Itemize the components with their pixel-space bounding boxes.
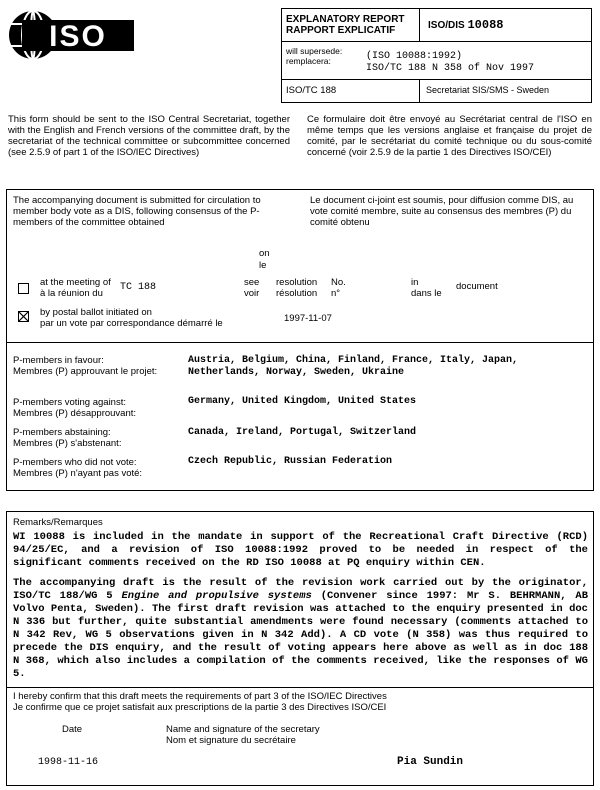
- favour-en: P-members in favour:: [13, 355, 104, 366]
- against-fr: Membres (P) désapprouvant:: [13, 408, 137, 419]
- resolution-fr: résolution: [276, 288, 318, 299]
- submission-fr: Le document ci-joint est soumis, pour diffusion comme DIS, au vote comité membre, suite au consensus des membres (P) du comité obtenu: [310, 195, 574, 228]
- divider: [6, 687, 594, 688]
- vote-value-against: Germany, United Kingdom, United States: [188, 396, 417, 407]
- see-en: see: [244, 277, 260, 288]
- confirm-fr: Je confirme que ce projet satisfait aux prescriptions de la partie 3 des Directives ISO/CEI: [13, 702, 387, 713]
- document-label: document: [456, 281, 498, 292]
- postal-label: [40, 307, 223, 329]
- postal-fr: par un vote par correspondance démarré le: [40, 318, 223, 329]
- date-value: 1998-11-16: [38, 757, 99, 768]
- remarks-paragraph-2: [13, 577, 588, 681]
- tc-label: ISO/TC 188: [286, 85, 337, 96]
- postal-checkbox[interactable]: [18, 311, 29, 322]
- postal-date: 1997-11-07: [284, 313, 332, 324]
- number-fr: n°: [331, 288, 341, 299]
- supersede-line1: (ISO 10088:1992): [366, 51, 463, 62]
- vote-label-no-vote: [13, 457, 142, 479]
- secretary-en: Name and signature of the secretary: [166, 724, 320, 735]
- report-title: [286, 14, 405, 36]
- remarks-p2-part1: The accompanying draft is the result of the revision work carried out by the originator, ISO/TC 188/WG 5: [13, 577, 588, 602]
- doc-number: 10088: [467, 18, 504, 32]
- supersede-label: [286, 46, 342, 66]
- favour-line1: Austria, Belgium, China, Finland, France, Italy, Japan,: [188, 355, 519, 366]
- resolution-en: resolution: [276, 277, 318, 288]
- title-en: EXPLANATORY REPORT: [286, 14, 405, 25]
- doc-prefix: ISO/DIS: [428, 20, 465, 31]
- favour-fr: Membres (P) approuvant le projet:: [13, 366, 158, 377]
- meeting-value: TC 188: [120, 282, 157, 293]
- intro-fr: Ce formulaire doit être envoyé au Secrétariat central de l'ISO en même temps que les versions anglaise et française du projet de comité, par le secrétariat du comité technique ou du sous-comité concerné (voir 2.5.9 de la partie 1 des Directives ISO/CEI): [307, 114, 592, 158]
- remarks-p2-italic: Engine and propulsive systems: [121, 590, 312, 602]
- see-label: [244, 277, 259, 299]
- in-en: in: [411, 277, 419, 288]
- postal-en: by postal ballot initiated on: [40, 307, 152, 318]
- in-fr: dans le: [411, 288, 442, 299]
- meeting-fr: à la réunion du: [40, 288, 103, 299]
- supersede-line2: ISO/TC 188 N 358 of Nov 1997: [366, 63, 535, 74]
- report-header-table: [281, 8, 592, 103]
- le-label: le: [259, 260, 267, 271]
- remarks-p2-part2: (Convener since 1997: Mr S. BEHRMANN, AB Volvo Penta, Sweden). The first draft revision was attached to the enquiry presented in doc N 336 but further, quite substantial amendments were found necessary (comments attached to N 342 Rev, WG 5 observations given in N 342 Add). A CD vote (N 358) was thus required to precede the DIS enquiry, and the result of voting appears here above as well as in doc 188 N 368, which also includes a compilation of the comments received, like the responses of WG 5.: [13, 590, 589, 680]
- vote-value-favour: [188, 355, 518, 379]
- number-en: No.: [331, 277, 346, 288]
- secretariat-label: Secretariat SIS/SMS - Sweden: [426, 85, 550, 95]
- supersede-en: will supersede:: [286, 46, 343, 56]
- supersede-value: [366, 51, 534, 75]
- no-vote-fr: Membres (P) n'ayant pas voté:: [13, 468, 143, 479]
- remarks-heading: Remarks/Remarques: [13, 517, 103, 528]
- meeting-en: at the meeting of: [40, 277, 111, 288]
- against-en: P-members voting against:: [13, 397, 126, 408]
- checked-icon: [18, 311, 29, 322]
- secretary-label: [166, 724, 320, 746]
- resolution-label: [276, 277, 317, 299]
- favour-line2: Netherlands, Norway, Sweden, Ukraine: [188, 367, 405, 378]
- intro-en: This form should be sent to the ISO Central Secretariat, together with the English and French versions of the committee draft, by the secretariat of the technical committee or subcommittee concerned (see 2.5.9 of part 1 of the ISO/IEC Directives): [8, 114, 290, 158]
- document-number: [428, 18, 503, 32]
- in-label: [411, 277, 442, 299]
- divider: [6, 342, 594, 343]
- abstaining-en: P-members abstaining:: [13, 427, 111, 438]
- svg-text:ISO: ISO: [49, 20, 107, 53]
- vote-value-no-vote: Czech Republic, Russian Federation: [188, 456, 393, 467]
- iso-logo: [8, 8, 138, 63]
- confirm-en: I hereby confirm that this draft meets the requirements of part 3 of the ISO/IEC Directives: [13, 691, 387, 702]
- remarks-paragraph-1: WI 10088 is included in the mandate in support of the Recreational Craft Directive (RCD) 94/25/EC, and a revision of ISO 10088:1992 proved to be needed in respect of the significant comments received on the RD ISO 10088 at PQ enquiry within CEN.: [13, 531, 588, 569]
- confirm-statement: [13, 691, 387, 713]
- title-fr: RAPPORT EXPLICATIF: [286, 25, 396, 36]
- meeting-label: [40, 277, 111, 299]
- see-fr: voir: [244, 288, 260, 299]
- date-label: Date: [62, 724, 83, 735]
- on-label: on: [259, 248, 270, 259]
- signature: Pia Sundin: [397, 756, 464, 768]
- vote-label-against: [13, 397, 136, 419]
- number-label: [331, 277, 346, 299]
- meeting-checkbox[interactable]: [18, 283, 29, 294]
- no-vote-en: P-members who did not vote:: [13, 457, 137, 468]
- vote-label-favour: [13, 355, 157, 377]
- vote-label-abstaining: [13, 427, 121, 449]
- secretary-fr: Nom et signature du secrétaire: [166, 735, 296, 746]
- submission-en: The accompanying document is submitted for circulation to member body vote as a DIS, following consensus of the P-members of the committee obtained: [13, 195, 261, 228]
- vote-value-abstaining: Canada, Ireland, Portugal, Switzerland: [188, 427, 417, 438]
- supersede-fr: remplacera:: [286, 56, 331, 66]
- abstaining-fr: Membres (P) s'abstenant:: [13, 438, 122, 449]
